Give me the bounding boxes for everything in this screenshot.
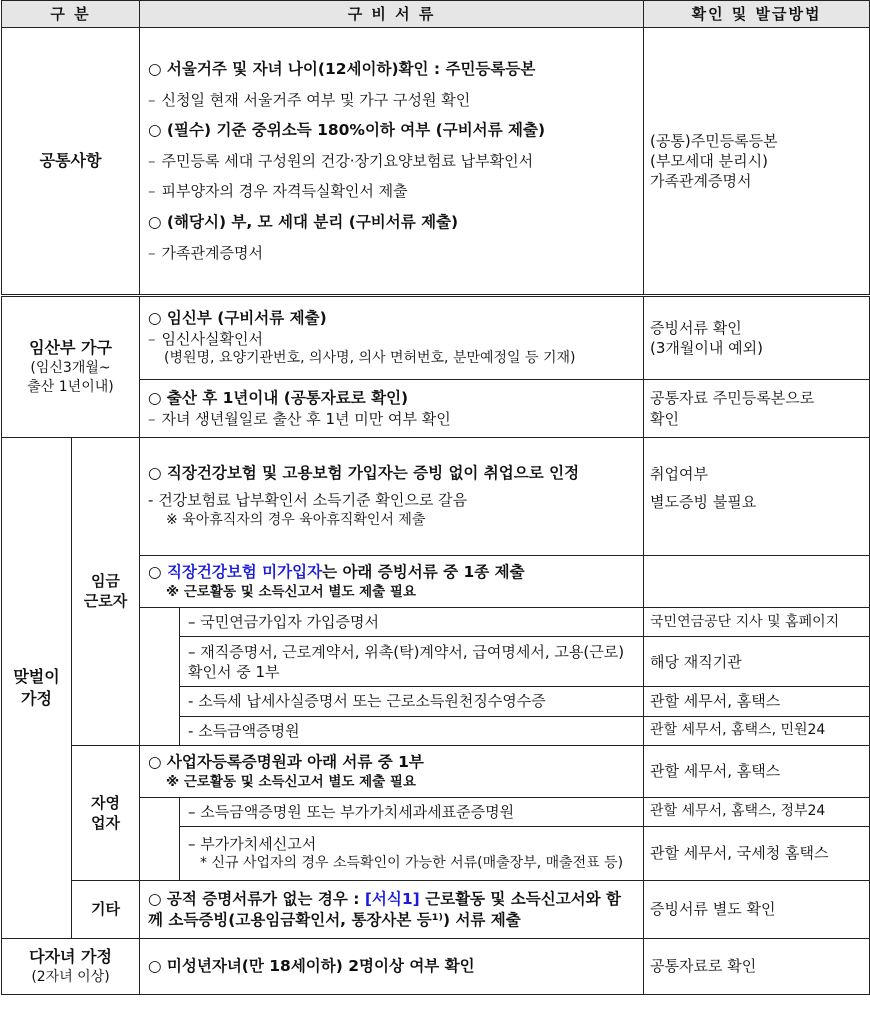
requirements-table: [1, 0, 870, 995]
etc-row: 기타 ○ 공적 증명서류가 없는 경우 : [서식1] 근로활동 및 소득신고서와 함께 소득증빙(고용임금확인서, 통장사본 등¹⁾) 서류 제출 증빙서류 별도 확인: [2, 881, 870, 939]
wage-list-2: - 소득세 납세사실증명서 또는 근로소득원천징수영수증 관할 세무서, 홈택스: [2, 687, 870, 716]
common-how-0: (공통)주민등록등본: [650, 131, 778, 150]
common-item-0: ○ 서울거주 및 자녀 나이(12세이하)확인 : 주민등록등본: [148, 60, 536, 79]
pregnant-how-1: 증빙서류 확인 (3개월이내 예외): [644, 296, 870, 380]
subcat-etc: 기타: [72, 881, 140, 939]
self-row-1: 자영 업자 ○ 사업자등록증명원과 아래 서류 중 1부 ※ 근로활동 및 소득신고서 별도 제출 필요 관할 세무서, 홈택스: [2, 745, 870, 797]
header-category: 구 분: [2, 1, 140, 28]
pregnant-docs-1: ○ 임신부 (구비서류 제출) – 임신사실확인서 (병원명, 요양기관번호, 의사명, 의사 면허번호, 분만예정일 등 기재): [140, 296, 644, 380]
header-documents: 구 비 서 류: [140, 1, 644, 28]
header-method: 확인 및 발급방법: [644, 1, 870, 28]
pregnant-docs-2: ○ 출산 후 1년이내 (공통자료로 확인) – 자녀 생년월일로 출산 후 1년 미만 여부 확인: [140, 380, 644, 438]
common-item-6: 가족관계증명서: [161, 243, 263, 262]
wage-row-1: [2, 438, 870, 556]
self-list-0: – 소득금액증명원 또는 부가가치세과세표준증명원 관할 세무서, 홈택스, 정부24: [2, 797, 870, 826]
wage-list-0: – 국민연금가입자 가입증명서 국민연금공단 지사 및 홈페이지: [2, 608, 870, 637]
category-dual: 맞벌이 가정: [2, 438, 72, 939]
multi-row: 다자녀 가정 (2자녀 이상) ○ 미성년자녀(만 18세이하) 2명이상 여부 확인 공통자료로 확인: [2, 939, 870, 995]
subcat-wage: 임금 근로자: [72, 438, 140, 746]
wage-docs-2: ○ 직장건강보험 미가입자는 아래 증빙서류 중 1종 제출 ※ 근로활동 및 소득신고서 별도 제출 필요: [140, 556, 644, 608]
pregnant-row-1: [2, 296, 870, 380]
category-multi: 다자녀 가정 (2자녀 이상): [2, 939, 140, 995]
pregnant-how-2: 공통자료 주민등록본으로 확인: [644, 380, 870, 438]
wage-how-1: 취업여부 별도증빙 불필요: [644, 438, 870, 556]
subcat-self: 자영 업자: [72, 745, 140, 880]
common-docs: ○ 서울거주 및 자녀 나이(12세이하)확인 : 주민등록등본 – 신청일 현재 서울거주 여부 및 가구 구성원 확인 ○ (필수) 기준 중위소득 180%이하 여부 (구비서류 제출) – 주민등록 세대 구성원의 건강·장기요양보험료 납부확인서 – 피부양자의 경우 자격득실확인서 제출 ○ (해당시) 부, 모 세대 분리 (구비서류 제출) – 가족관계증명서: [140, 28, 644, 296]
category-pregnant: 임산부 가구 (임신3개월~ 출산 1년이내): [2, 296, 140, 438]
highlight-uninsured: 직장건강보험 미가입자: [166, 562, 323, 581]
wage-list-1: – 재직증명서, 근로계약서, 위촉(탁)계약서, 급여명세서, 고용(근로)확인서 중 1부 해당 재직기관: [2, 637, 870, 687]
common-item-5: ○ (해당시) 부, 모 세대 분리 (구비서류 제출): [148, 212, 459, 231]
wage-list-3: - 소득금액증명원 관할 세무서, 홈택스, 민원24: [2, 716, 870, 745]
common-how-1: (부모세대 분리시): [650, 151, 768, 170]
self-docs-1: ○ 사업자등록증명원과 아래 서류 중 1부 ※ 근로활동 및 소득신고서 별도 제출 필요: [140, 745, 644, 797]
form-1-link[interactable]: [서식1]: [364, 889, 420, 908]
common-item-3: 주민등록 세대 구성원의 건강·장기요양보험료 납부확인서: [161, 152, 534, 171]
common-item-2: ○ (필수) 기준 중위소득 180%이하 여부 (구비서류 제출): [148, 121, 546, 140]
header-row: [2, 1, 870, 28]
self-list-1: – 부가가치세신고서 * 신규 사업자의 경우 소득확인이 가능한 서류(매출장부, 매출전표 등) 관할 세무서, 국세청 홈택스: [2, 827, 870, 881]
common-item-4: 피부양자의 경우 자격득실확인서 제출: [161, 182, 408, 201]
category-common: 공통사항: [2, 28, 140, 296]
wage-docs-1: ○ 직장건강보험 및 고용보험 가입자는 증빙 없이 취업으로 인정 - 건강보험료 납부확인서 소득기준 확인으로 갈음 ※ 육아휴직자의 경우 육아휴직확인서 제출: [140, 438, 644, 556]
common-item-1: 신청일 현재 서울거주 여부 및 가구 구성원 확인: [161, 91, 471, 110]
common-how-2: 가족관계증명서: [650, 172, 752, 191]
common-how: [644, 28, 870, 296]
etc-docs: ○ 공적 증명서류가 없는 경우 : [서식1] 근로활동 및 소득신고서와 함께 소득증빙(고용임금확인서, 통장사본 등¹⁾) 서류 제출: [140, 881, 644, 939]
common-row: [2, 28, 870, 296]
